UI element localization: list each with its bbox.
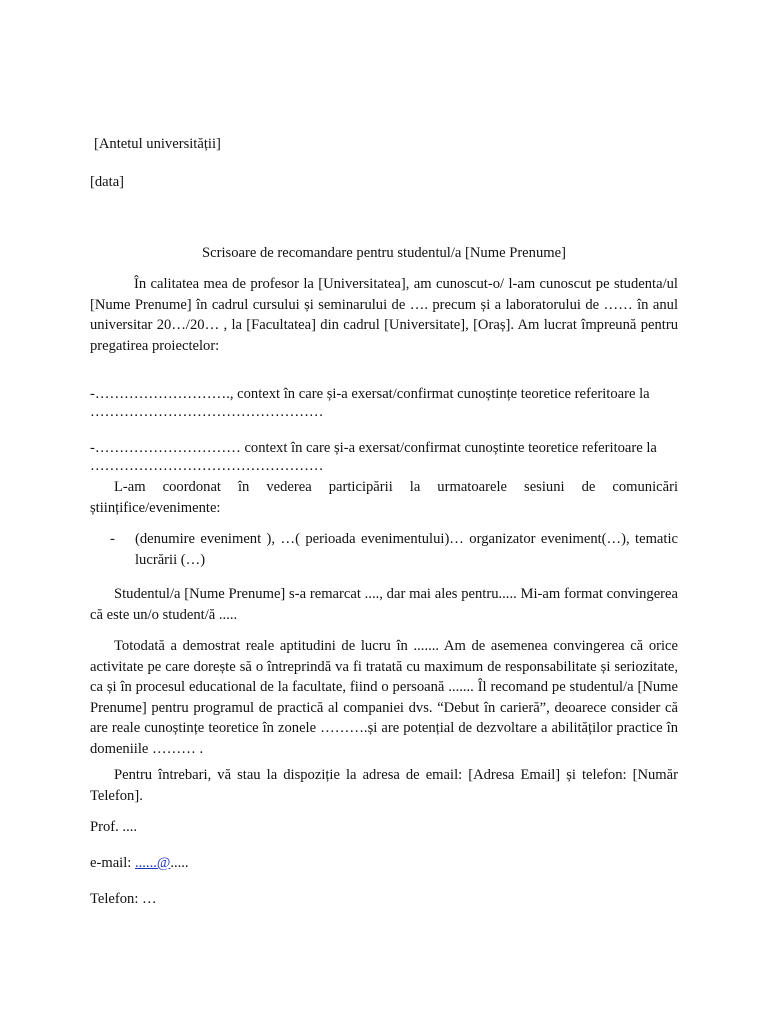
email-link[interactable]: ......@ <box>134 855 171 871</box>
contact-paragraph: Pentru întrebari, vă stau la dispoziție la adresa de email: [Adresa Email] și telefon: [Număr Telefon]. <box>90 767 678 804</box>
letter-title: Scrisoare de recomandare pentru studentul/a [Nume Prenume] <box>202 245 566 261</box>
project-2-dots: ………………………………………… <box>90 457 324 474</box>
event-item-text: (denumire eveniment ), …( perioada evenimentului)… organizator eveniment(…), tematic lucrării (…) <box>135 531 678 568</box>
intro-paragraph: În calitatea mea de profesor la [Universitatea], am cunoscut-o/ l-am cunoscut pe studenta/ul [Nume Prenume] în cadrul cursului și seminarului de …. precum și a laboratorului de …… în anul universitar 20…/20… , la [Facultatea] din cadrul [Universitate], [Oraș]. Am lucrat împreună pentru pregatirea proiectelor: <box>90 276 678 354</box>
phone-line: Telefon: … <box>90 891 157 907</box>
email-line <box>90 853 678 874</box>
email-suffix: ..... <box>170 855 189 871</box>
signature-line: Prof. .... <box>90 819 138 835</box>
project-1-dots: ………………………………………… <box>90 403 324 420</box>
list-dash: - <box>110 531 115 547</box>
aptitude-paragraph: Totodată a demostrat reale aptitudini de lucru în ....... Am de asemenea convingerea că orice activitate pe care dorește să o întreprindă va fi tratată cu maximum de responsabilitate și seriozitate, ca și în procesul educational de la facultate, fiind o persoană ....... Îl recomand pe studentul/a [Nume Prenume] pentru programul de practică al companiei dvs. “Debut în carieră”, deoarece consider că are reale cunoștințe teoretice în zonele ……….și are potențial de dezvoltare a abilităților practice în domeniile ……… . <box>90 638 678 757</box>
email-label: e-mail: <box>90 855 135 871</box>
project-1-line: -………………………., context în care și-a exersat/confirmat cunoștințe teoretice referitoare la <box>90 385 650 402</box>
university-header: [Antetul universității] <box>94 136 221 152</box>
events-intro-paragraph: L-am coordonat în vederea participării la urmatoarele sesiuni de comunicări științifice/evenimente: <box>90 479 678 516</box>
letter-date: [data] <box>90 174 125 190</box>
project-2-line: -………………………… context în care și-a exersat/confirmat cunoștinte teoretice referitoare la <box>90 439 657 456</box>
remark-paragraph: Studentul/a [Nume Prenume] s-a remarcat ...., dar mai ales pentru..... Mi-am format convingerea că este un/o student/ă ..... <box>90 586 678 623</box>
